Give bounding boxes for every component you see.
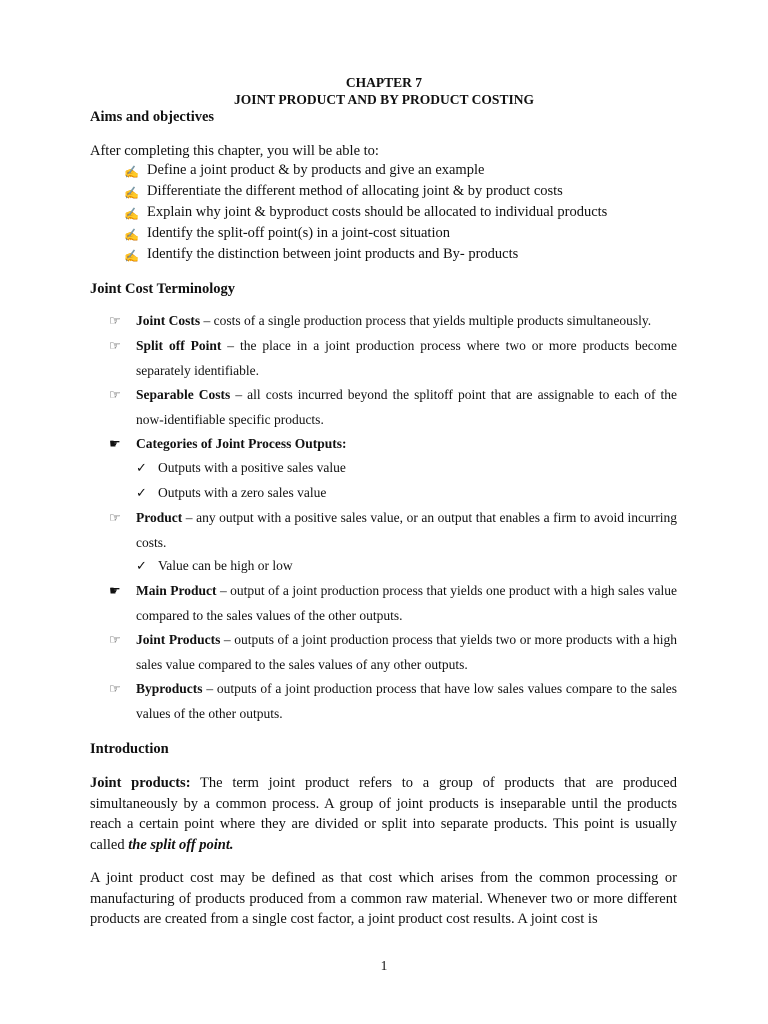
- pointing-pen-icon: ✍: [124, 249, 139, 263]
- check-mark-icon: ✓: [136, 485, 147, 500]
- term-item-separable-costs: Separable Costs – all costs incurred beyond the splitoff point that are assignable to each of the now-identifiable specific products.: [136, 387, 677, 427]
- objective-item: Explain why joint & byproduct costs should be allocated to individual products: [147, 204, 608, 220]
- pointing-hand-icon: ☞: [109, 510, 121, 525]
- pointing-hand-icon: ☞: [109, 632, 121, 647]
- joint-products-paragraph: Joint products: The term joint product refers to a group of products that are produced simultaneously by a common process. A group of joint products is inseparable until the products reach a certain point where they are divided or split into separate products. This point is usually called the split off point.: [90, 775, 677, 853]
- category-item: Outputs with a positive sales value: [158, 460, 346, 475]
- pointing-hand-icon: ☞: [109, 681, 121, 696]
- chapter-title: JOINT PRODUCT AND BY PRODUCT COSTING: [234, 92, 534, 107]
- aims-intro: After completing this chapter, you will be able to:: [90, 143, 379, 159]
- aims-heading: Aims and objectives: [90, 109, 215, 125]
- pointing-hand-icon: ☞: [109, 338, 121, 353]
- pointing-pen-icon: ✍: [124, 186, 139, 200]
- term-item-joint-products: Joint Products – outputs of a joint production process that yields two or more products with a high sales value compared to the sales values of any other outputs.: [136, 632, 677, 672]
- pointing-hand-icon: ☛: [109, 583, 121, 598]
- pointing-pen-icon: ✍: [124, 228, 139, 242]
- category-item: Outputs with a zero sales value: [158, 485, 327, 500]
- pointing-hand-icon: ☞: [109, 313, 121, 328]
- pointing-hand-icon: ☞: [109, 387, 121, 402]
- chapter-number: CHAPTER 7: [345, 75, 423, 90]
- pointing-pen-icon: ✍: [124, 165, 139, 179]
- term-item-joint-costs: Joint Costs – costs of a single production process that yields multiple products simultaneously.: [136, 313, 652, 328]
- product-note: Value can be high or low: [158, 558, 293, 573]
- objective-item: Identify the distinction between joint products and By- products: [147, 246, 519, 262]
- joint-cost-paragraph: A joint product cost may be defined as that cost which arises from the common processing or manufacturing of products produced from a common raw material. Whenever two or more different products are created from a single cost factor, a joint product cost results. A joint cost is: [90, 870, 677, 927]
- page-number: 1: [380, 958, 388, 973]
- term-item-main-product: Main Product – output of a joint production process that yields one product with a high sales value compared to the sales values of the other outputs.: [136, 583, 677, 623]
- pointing-hand-icon: ☛: [109, 436, 121, 451]
- term-item-split-off-point: Split off Point – the place in a joint production process where two or more products become separately identifiable.: [136, 338, 677, 378]
- term-item-product: Product – any output with a positive sales value, or an output that enables a firm to avoid incurring costs.: [136, 510, 677, 550]
- objective-item: Differentiate the different method of allocating joint & by product costs: [147, 183, 563, 199]
- term-item-categories: Categories of Joint Process Outputs:: [136, 436, 347, 451]
- introduction-heading: Introduction: [90, 741, 169, 757]
- check-mark-icon: ✓: [136, 558, 147, 573]
- check-mark-icon: ✓: [136, 460, 147, 475]
- pointing-pen-icon: ✍: [124, 207, 139, 221]
- term-item-byproducts: Byproducts – outputs of a joint production process that have low sales values compare to the sales values of the other outputs.: [136, 681, 677, 721]
- objective-item: Define a joint product & by products and give an example: [147, 162, 485, 178]
- terminology-heading: Joint Cost Terminology: [90, 281, 236, 297]
- objective-item: Identify the split-off point(s) in a joint-cost situation: [147, 225, 450, 241]
